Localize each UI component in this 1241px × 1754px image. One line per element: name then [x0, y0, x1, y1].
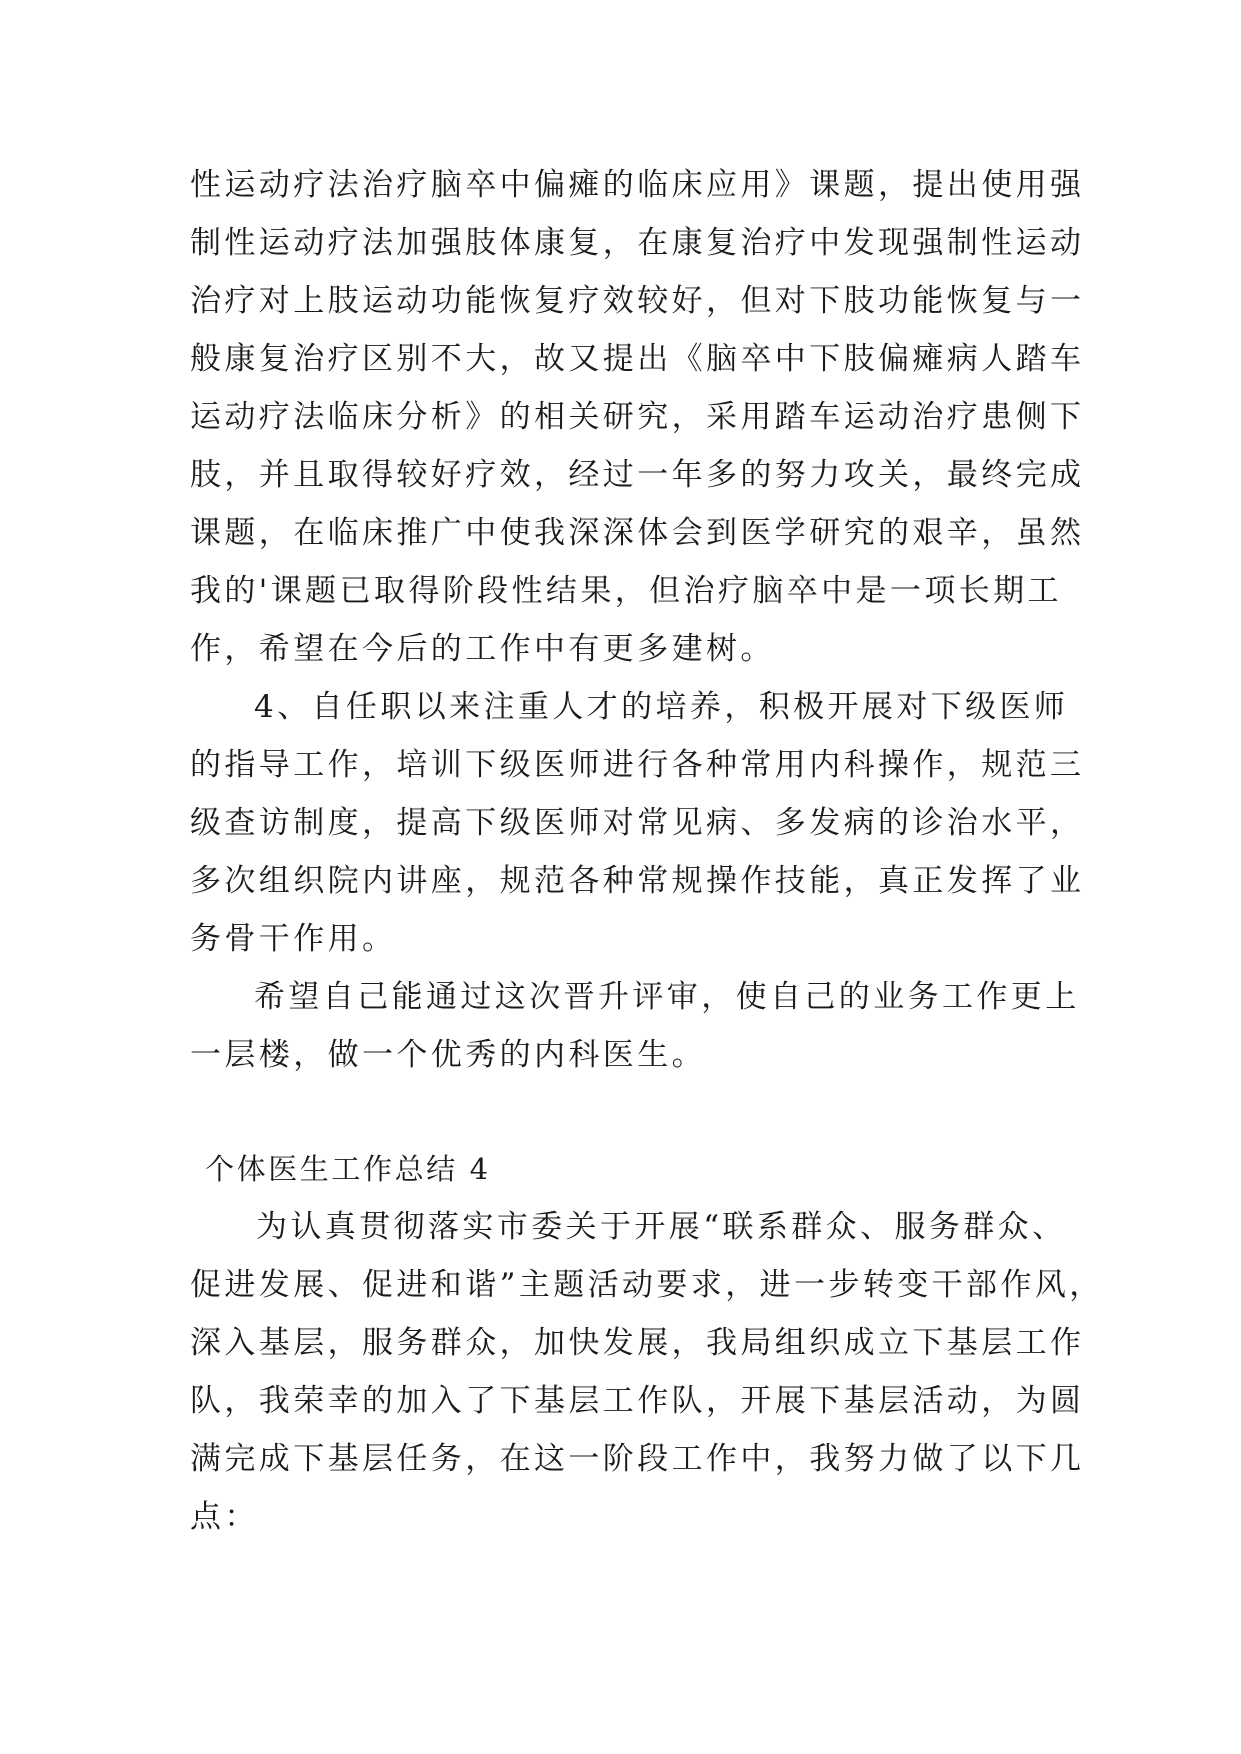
- text-line: 般康复治疗区别不大，故又提出《脑卒中下肢偏瘫病人踏车: [190, 341, 1085, 377]
- text-line: 为认真贯彻落实市委关于开展“联系群众、服务群众、: [256, 1209, 1067, 1245]
- text-line: 治疗对上肢运动功能恢复疗效较好，但对下肢功能恢复与一: [190, 283, 1085, 319]
- text-line: 课题，在临床推广中使我深深体会到医学研究的艰辛，虽然: [190, 515, 1085, 551]
- text-line: 作，希望在今后的工作中有更多建树。: [190, 631, 775, 667]
- text-line: 4、自任职以来注重人才的培养，积极开展对下级医师: [254, 689, 1069, 725]
- text-line: 性运动疗法治疗脑卒中偏瘫的临床应用》课题，提出使用强: [190, 167, 1085, 203]
- text-line: 促进发展、促进和谐”主题活动要求，进一步转变干部作风，: [190, 1267, 1104, 1303]
- section-heading: 个体医生工作总结 4: [205, 1152, 491, 1186]
- text-line: 制性运动疗法加强肢体康复，在康复治疗中发现强制性运动: [190, 225, 1085, 261]
- text-line: 肢，并且取得较好疗效，经过一年多的努力攻关，最终完成: [190, 457, 1085, 493]
- text-line: 点：: [190, 1499, 259, 1535]
- text-line: 多次组织院内讲座，规范各种常规操作技能，真正发挥了业: [190, 863, 1085, 899]
- text-line: 务骨干作用。: [190, 921, 397, 957]
- text-line: 我的'课题已取得阶段性结果，但治疗脑卒中是一项长期工: [190, 573, 1062, 609]
- text-line: 运动疗法临床分析》的相关研究，采用踏车运动治疗患侧下: [190, 399, 1085, 435]
- text-line: 一层楼，做一个优秀的内科医生。: [190, 1037, 706, 1073]
- text-line: 队，我荣幸的加入了下基层工作队，开展下基层活动，为圆: [190, 1383, 1085, 1419]
- text-line: 满完成下基层任务，在这一阶段工作中，我努力做了以下几: [190, 1441, 1085, 1477]
- text-line: 的指导工作，培训下级医师进行各种常用内科操作，规范三: [190, 747, 1085, 783]
- text-line: 希望自己能通过这次晋升评审，使自己的业务工作更上: [254, 979, 1080, 1015]
- text-line: 级查访制度，提高下级医师对常见病、多发病的诊治水平，: [190, 805, 1085, 841]
- text-line: 深入基层，服务群众，加快发展，我局组织成立下基层工作: [190, 1325, 1085, 1361]
